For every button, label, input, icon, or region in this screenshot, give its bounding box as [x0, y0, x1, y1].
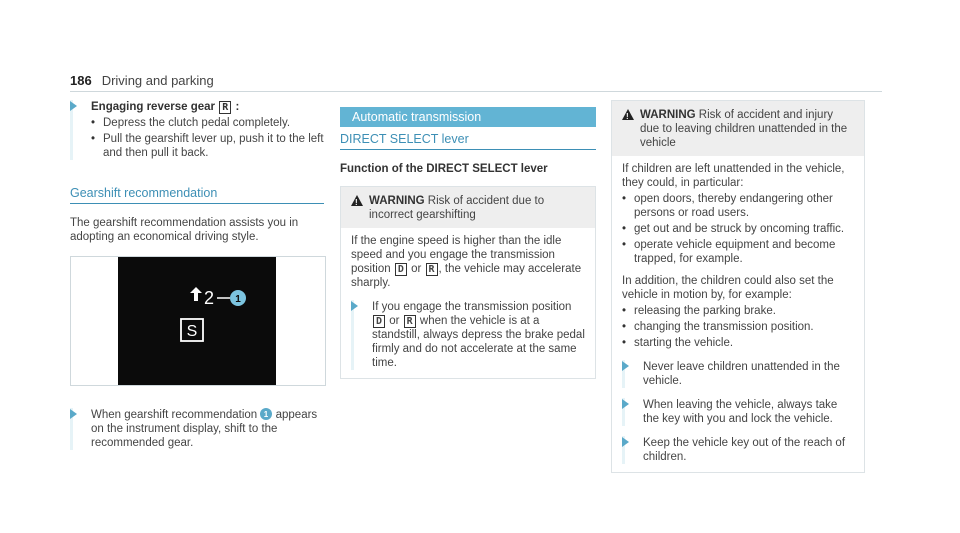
step-arrow-icon [622, 437, 629, 447]
warning-step [622, 360, 854, 388]
warning-box [340, 186, 596, 379]
key-r-icon: R [404, 315, 416, 328]
step-text: If you engage the transmission position [372, 301, 572, 313]
step-arrow-icon [622, 361, 629, 371]
warning-intro: If children are left unattended in the vehicle, they could, in particular: [622, 163, 845, 189]
recommended-gear: 2 [204, 288, 215, 308]
section-title-gearshift: Gearshift recommendation [70, 186, 324, 204]
warning-head-text: Risk of accident and injury due to leaving children unattended in the vehicle [640, 109, 848, 149]
list-item: • releasing the parking brake. [622, 304, 854, 318]
list-item: • get out and be struck by oncoming traffic. [622, 222, 854, 236]
or-text: or [389, 315, 400, 327]
step-text: Never leave children unattended in the vehicle. [643, 361, 840, 387]
warning-body [341, 228, 595, 378]
page-number: 186 [70, 73, 92, 88]
key-d-icon: D [395, 263, 407, 276]
step-engage-reverse [70, 100, 324, 160]
or-text: or [411, 263, 422, 275]
list-item: • open doors, thereby endangering other persons or road users. [622, 192, 854, 220]
step-title-text: Engaging reverse gear [91, 101, 215, 113]
step-arrow-icon [351, 301, 358, 311]
step-arrow-icon [70, 409, 77, 419]
warning-step [351, 300, 585, 370]
warning-step [622, 436, 854, 464]
step-title-colon: : [235, 101, 240, 113]
step-text: When gearshift recommendation [91, 409, 258, 421]
step-arrow-icon [622, 399, 629, 409]
step-text: when the vehicle is at a standstill, always depress the brake pedal firmly and do not accelerate at the same time. [372, 315, 585, 369]
list-item: • changing the transmission position. [622, 320, 854, 334]
warning-triangle-icon [351, 195, 363, 206]
column-right [611, 100, 865, 473]
warning-word: WARNING [369, 195, 425, 207]
key-d-icon: D [373, 315, 385, 328]
chapter-band: Automatic transmission [340, 107, 596, 127]
shift-up-arrow-icon [190, 287, 202, 301]
step-text: appears on the instrument display, shift to the recommended gear. [91, 409, 318, 449]
warning-text: If the engine speed is higher than the idle speed and you engage the transmission position [351, 235, 562, 275]
list-item: • Depress the clutch pedal completely. [91, 116, 324, 130]
warning-header [341, 187, 595, 228]
step-text: Keep the vehicle key out of the reach of children. [643, 437, 846, 463]
warning-paragraph [351, 234, 585, 290]
warning-triangle-icon [622, 109, 634, 120]
svg-text:1: 1 [264, 410, 269, 419]
section-title-direct-select: DIRECT SELECT lever [340, 132, 596, 150]
warning-step [622, 398, 854, 426]
warning-head-text: Risk of accident due to incorrect gearshifting [369, 195, 545, 221]
column-middle [340, 100, 596, 379]
warning-text: , the vehicle may accelerate sharply. [351, 263, 582, 289]
step-shift-recommended [70, 408, 324, 450]
list-item: • starting the vehicle. [622, 336, 854, 350]
step-title [91, 100, 324, 114]
warning-header [612, 101, 864, 156]
step-arrow-icon [70, 101, 77, 111]
hazard-list [622, 192, 854, 266]
mode-s-letter: S [186, 323, 198, 340]
callout-badge-icon [260, 408, 272, 420]
instrument-display-screen [118, 257, 276, 385]
instrument-display-figure [70, 256, 326, 386]
warning-box [611, 100, 865, 473]
warning-intro-2: In addition, the children could also set the vehicle in motion by, for example: [622, 275, 834, 301]
warning-word: WARNING [640, 109, 696, 121]
key-r-icon: R [426, 263, 438, 276]
key-r-icon: R [219, 101, 231, 114]
hazard-list-2 [622, 304, 854, 350]
callout-number: 1 [235, 294, 241, 305]
list-item: • Pull the gearshift lever up, push it to the left and then pull it back. [91, 132, 324, 160]
step-text: When leaving the vehicle, always take the key with you and lock the vehicle. [643, 399, 838, 425]
step-bullets [91, 116, 324, 160]
list-item: • operate vehicle equipment and become trapped, for example. [622, 238, 854, 266]
warning-body [612, 156, 864, 472]
function-title: Function of the DIRECT SELECT lever [340, 163, 548, 175]
display-graphics [118, 257, 276, 385]
page-header [70, 73, 214, 88]
gearshift-description: The gearshift recommendation assists you in adopting an economical driving style. [70, 217, 299, 243]
column-left [70, 100, 324, 450]
section-name: Driving and parking [101, 73, 214, 88]
header-divider [70, 91, 882, 92]
